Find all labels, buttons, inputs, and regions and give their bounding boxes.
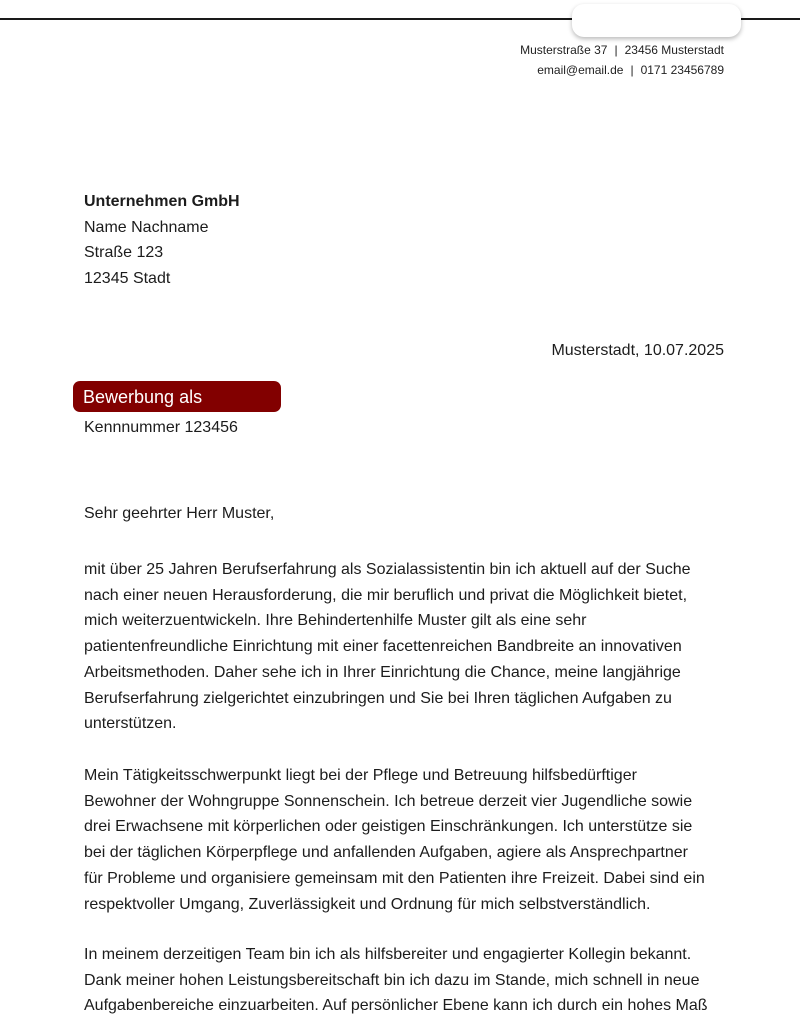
- sender-city: 23456 Musterstadt: [624, 43, 724, 57]
- paragraph-line: Arbeitsmethoden. Daher sehe ich in Ihrer Einrichtung die Chance, meine langjährige: [84, 663, 681, 681]
- body-paragraph-1: [84, 557, 734, 737]
- recipient-name: Name Nachname: [84, 218, 209, 236]
- salutation: Sehr geehrter Herr Muster,: [84, 505, 275, 522]
- recipient-city: 12345 Stadt: [84, 269, 171, 287]
- paragraph-line: Bewohner der Wohngruppe Sonnenschein. Ich betreue derzeit vier Jugendliche sowie: [84, 792, 693, 810]
- subject-title: Bewerbung als: [83, 387, 203, 407]
- paragraph-line: nach einer neuen Herausforderung, die mir beruflich und privat die Möglichkeit bietet,: [84, 586, 688, 604]
- sender-address-line: [520, 43, 724, 57]
- sender-email: email@email.de: [537, 63, 624, 77]
- paragraph-line: Aufgabenbereiche einzuarbeiten. Auf persönlicher Ebene kann ich durch ein hohes Maß: [84, 997, 708, 1015]
- paragraph-line: Dank meiner hohen Leistungsbereitschaft bin ich dazu im Stande, mich schnell in neue: [84, 971, 700, 989]
- paragraph-line: In meinem derzeitigen Team bin ich als hilfsbereiter und engagierter Kollegin bekannt.: [84, 946, 692, 963]
- reference-number: Kennnummer 123456: [84, 419, 238, 436]
- sender-contact-line: [537, 63, 724, 77]
- recipient-company: Unternehmen GmbH: [84, 193, 240, 210]
- body-paragraph-2: [84, 763, 734, 917]
- sender-phone: 0171 23456789: [640, 63, 724, 77]
- sender-street: Musterstraße 37: [520, 43, 608, 57]
- paragraph-line: mit über 25 Jahren Berufserfahrung als Sozialassistentin bin ich aktuell auf der Suche: [84, 561, 691, 578]
- separator: |: [630, 63, 634, 77]
- separator: |: [614, 43, 618, 57]
- body-paragraph-3: [84, 942, 734, 1016]
- paragraph-line: unterstützen.: [84, 715, 177, 733]
- subject-banner: [73, 381, 281, 412]
- header-tab: [572, 4, 741, 37]
- recipient-address: [84, 189, 240, 291]
- paragraph-line: respektvoller Umgang, Zuverlässigkeit und Ordnung für mich selbstverständlich.: [84, 895, 651, 913]
- paragraph-line: Mein Tätigkeitsschwerpunkt liegt bei der Pflege und Betreuung hilfsbedürftiger: [84, 767, 637, 784]
- paragraph-line: bei der täglichen Körperpflege und anfallenden Aufgaben, agiere als Ansprechpartner: [84, 844, 688, 862]
- recipient-street: Straße 123: [84, 244, 164, 261]
- paragraph-line: für Probleme und organisiere gemeinsam mit den Patienten ihre Freizeit. Dabei sind ein: [84, 869, 705, 887]
- letter-date: Musterstadt, 10.07.2025: [551, 342, 724, 359]
- paragraph-line: Berufserfahrung zielgerichtet einzubringen und Sie bei Ihren täglichen Aufgaben zu: [84, 689, 672, 707]
- paragraph-line: patientenfreundliche Einrichtung mit einer facettenreichen Bandbreite an innovativen: [84, 638, 682, 656]
- paragraph-line: mich weiterzuentwickeln. Ihre Behindertenhilfe Muster gilt als eine sehr: [84, 612, 587, 630]
- paragraph-line: drei Erwachsene mit körperlichen oder geistigen Einschränkungen. Ich unterstütze sie: [84, 818, 693, 836]
